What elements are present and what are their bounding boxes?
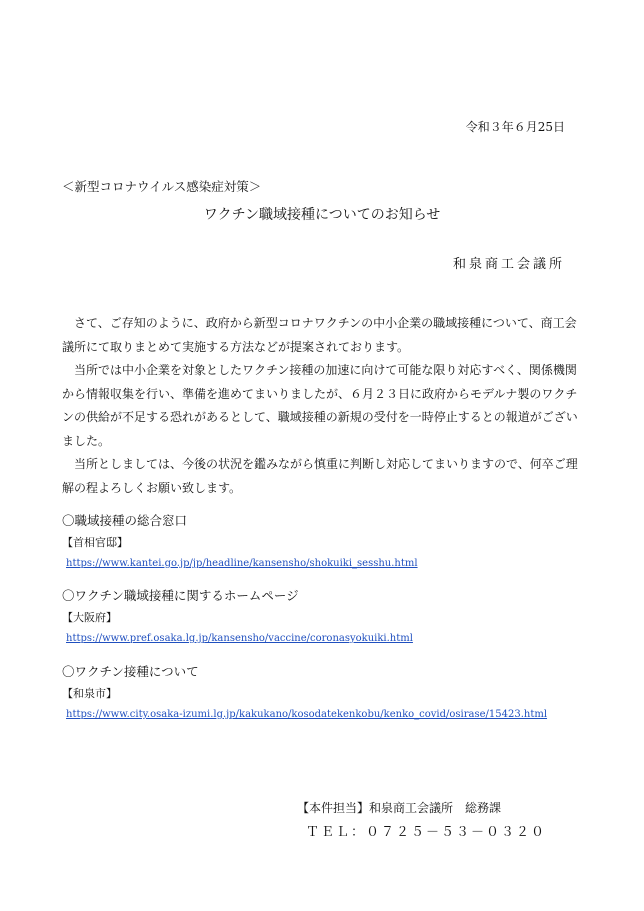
contact-phone: ＴＥＬ：０７２５－５３－０３２０ <box>306 825 547 840</box>
section-heading: 〇職域接種の総合窓口 <box>62 513 188 528</box>
link-section-osaka-pref <box>62 586 592 647</box>
body-paragraph: さて、ご存知のように、政府から新型コロナワクチンの中小企業の職域接種について、商工会議所にて取りまとめて実施する方法などが提案されております。 <box>62 316 577 354</box>
section-source: 【大阪府】 <box>62 611 117 624</box>
category-heading: ＜新型コロナウイルス感染症対策＞ <box>62 179 262 194</box>
body-paragraph: 当所では中小企業を対象としたワクチン接種の加速に向けて可能な限り対応すべく、関係機関から情報収集を行い、準備を進めてまいりましたが、６月２３日に政府からモデルナ製のワクチンの供給が不足する恐れがあるとして、職域接種の新規の受付を一時停止するとの報道がございました。 <box>62 363 578 448</box>
link-section-izumi-city <box>62 662 592 723</box>
section-heading: 〇ワクチン職域接種に関するホームページ <box>62 588 299 603</box>
section-source: 【和泉市】 <box>62 687 117 700</box>
section-heading: 〇ワクチン接種について <box>62 664 199 679</box>
document-date: 令和３年６月25日 <box>465 120 565 134</box>
osaka-pref-link[interactable]: https://www.pref.osaka.lg.jp/kansensho/vaccine/coronasyokuiki.html <box>66 633 413 644</box>
body-text <box>62 312 582 500</box>
body-paragraph: 当所としましては、今後の状況を鑑みながら慎重に判断し対応してまいりますので、何卒ご理解の程よろしくお願い致します。 <box>62 457 578 495</box>
link-section-kantei <box>62 511 592 572</box>
issuer-organization: 和泉商工会議所 <box>452 257 565 272</box>
contact-person: 【本件担当】和泉商工会議所 総務課 <box>297 801 502 815</box>
izumi-city-link[interactable]: https://www.city.osaka-izumi.lg.jp/kakukano/kosodatekenkobu/kenko_covid/osirase/15423.html <box>66 709 548 720</box>
kantei-link[interactable]: https://www.kantei.go.jp/jp/headline/kansensho/shokuiki_sesshu.html <box>66 558 418 569</box>
page-title: ワクチン職域接種についてのお知らせ <box>203 207 441 223</box>
section-source: 【首相官邸】 <box>62 536 128 549</box>
